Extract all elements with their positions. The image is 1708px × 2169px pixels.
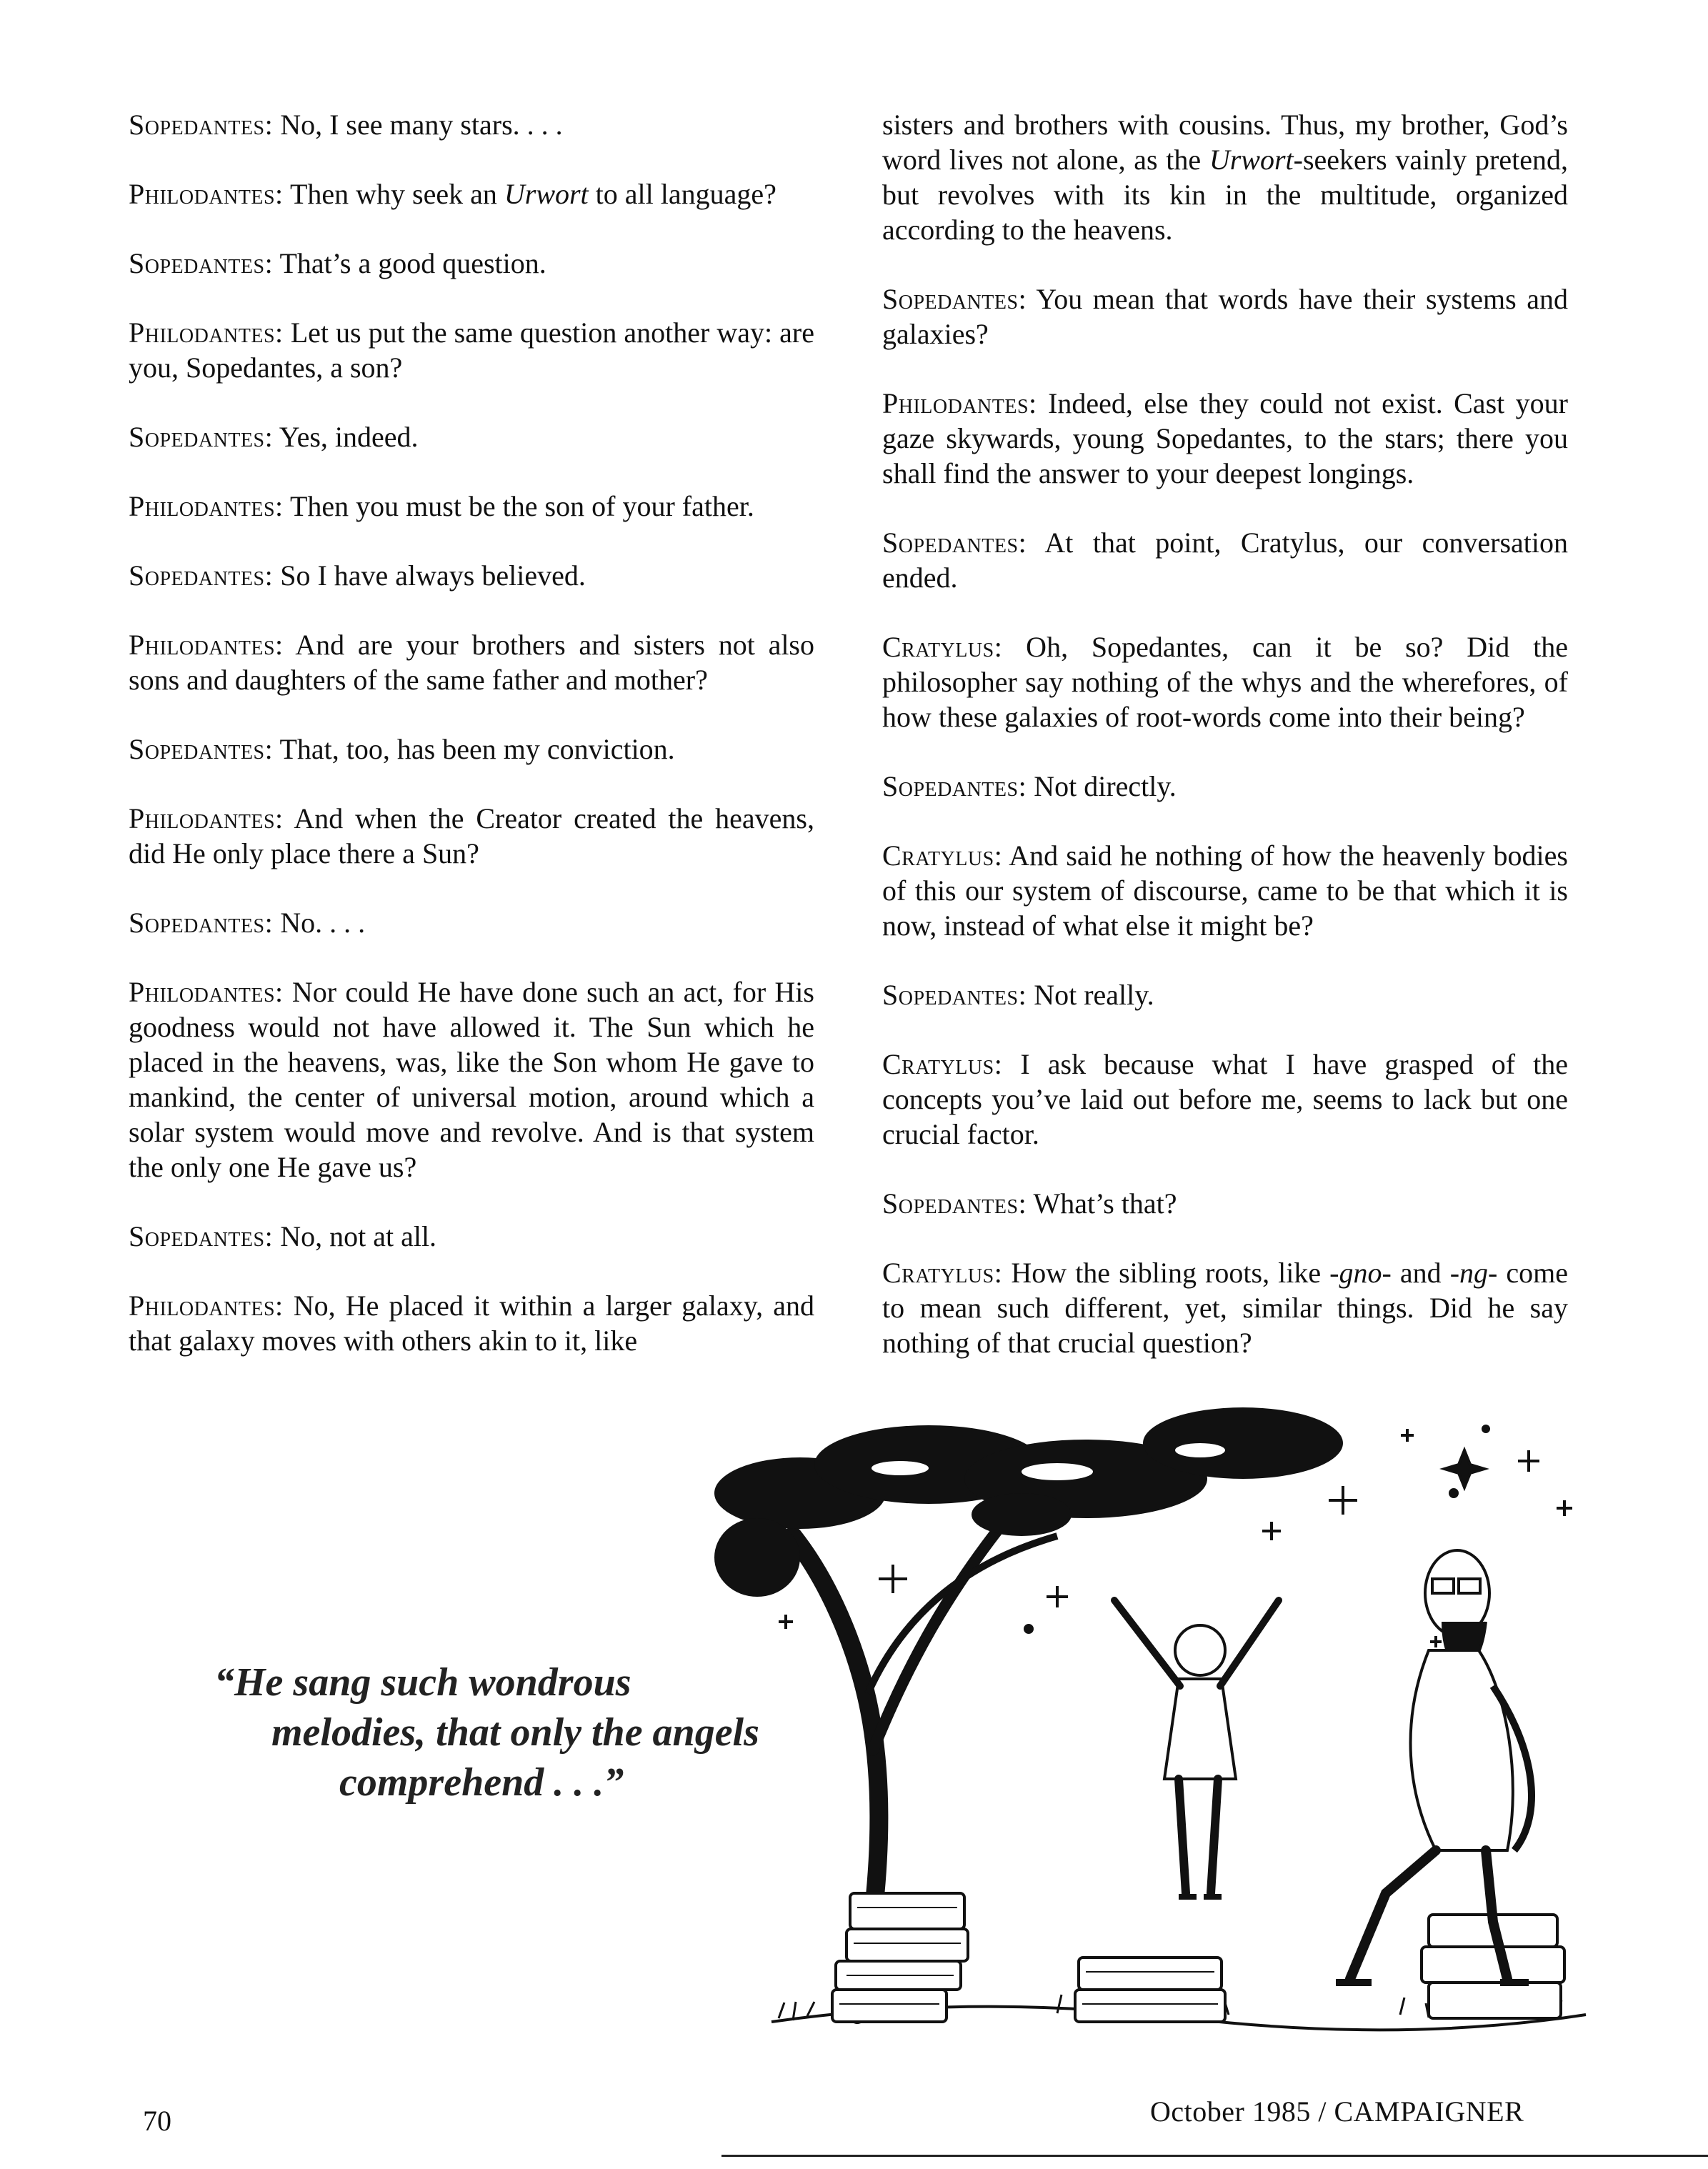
dialogue-paragraph <box>882 386 1568 491</box>
dialogue-paragraph <box>129 489 814 524</box>
dialogue-paragraph <box>129 905 814 940</box>
emphasized-term: Urwort <box>1209 144 1294 176</box>
speaker-name: Cratylus: <box>882 1257 1003 1289</box>
dialogue-paragraph <box>882 1047 1568 1152</box>
dialogue-text: And when the Creator created the heavens, did He only place there a Sun? <box>129 802 814 869</box>
speaker-name: Sopedantes: <box>129 1220 274 1252</box>
dialogue-text: At that point, Cratylus, our conversation ended. <box>882 527 1568 594</box>
speaker-name: Sopedantes: <box>882 527 1027 559</box>
dialogue-text: Not directly. <box>1027 770 1177 802</box>
dialogue-paragraph <box>882 1186 1568 1221</box>
dialogue-text: You mean that words have their systems and galaxies? <box>882 283 1568 350</box>
speaker-name: Philodantes: <box>129 802 284 834</box>
dialogue-text: Not really. <box>1027 979 1154 1011</box>
dialogue-paragraph <box>882 525 1568 595</box>
right-column <box>882 107 1568 1395</box>
dialogue-paragraph <box>129 558 814 593</box>
dialogue-paragraph <box>129 246 814 281</box>
speaker-name: Sopedantes: <box>882 770 1027 802</box>
speaker-name: Sopedantes: <box>129 247 274 279</box>
dialogue-paragraph <box>882 1255 1568 1360</box>
dialogue-paragraph <box>882 769 1568 804</box>
speaker-name: Cratylus: <box>882 631 1003 663</box>
dialogue-text: -seekers vainly pretend, but revolves with its kin in the multitude, organized according to the heavens. <box>882 144 1568 246</box>
speaker-name: Philodantes: <box>129 316 284 349</box>
dialogue-text: That, too, has been my conviction. <box>273 733 675 765</box>
dialogue-text: come to mean such different, yet, similar things. Did he say nothing of that crucial question? <box>882 1257 1569 1359</box>
dialogue-text: Then you must be the son of your father. <box>283 490 754 522</box>
pull-quote-line-2: melodies, that only the angels <box>271 1710 759 1755</box>
speaker-name: Sopedantes: <box>882 1187 1027 1220</box>
issue-footer: October 1985 / CAMPAIGNER <box>1150 2095 1524 2128</box>
boy-figure <box>1114 1600 1279 1897</box>
speaker-name: Philodantes: <box>129 629 284 661</box>
dialogue-paragraph <box>882 629 1568 734</box>
speaker-name: Sopedantes: <box>129 907 274 939</box>
emphasized-term: -ng- <box>1449 1257 1498 1289</box>
dialogue-text: And said he nothing of how the heavenly bodies of this our system of discourse, came to be that which it is now, instead of what else it might be? <box>882 839 1568 942</box>
dialogue-text: Yes, indeed. <box>273 421 419 453</box>
pull-quote-line-3: comprehend . . .” <box>339 1760 624 1805</box>
dialogue-text: So I have always believed. <box>273 559 586 592</box>
dialogue-paragraph <box>882 281 1568 351</box>
speaker-name: Philodantes: <box>129 178 284 210</box>
speaker-name: Cratylus: <box>882 1048 1003 1080</box>
speaker-name: Sopedantes: <box>882 979 1027 1011</box>
dialogue-text: Let us put the same question another way: are you, Sopedantes, a son? <box>129 316 814 384</box>
dialogue-text: What’s that? <box>1027 1187 1177 1220</box>
dialogue-paragraph <box>129 801 814 871</box>
dialogue-paragraph <box>882 107 1568 247</box>
dialogue-text: No. . . . <box>273 907 366 939</box>
dialogue-text: and <box>1391 1257 1450 1289</box>
dialogue-text: And are your brothers and sisters not also sons and daughters of the same father and mother? <box>129 629 814 696</box>
speaker-name: Philodantes: <box>129 490 284 522</box>
dialogue-text: No, He placed it within a larger galaxy, and that galaxy moves with others akin to it, like <box>129 1290 814 1357</box>
speaker-name: Cratylus: <box>882 839 1003 872</box>
dialogue-paragraph <box>129 627 814 697</box>
dialogue-text: How the sibling roots, like <box>1002 1257 1330 1289</box>
footer-rule <box>721 2155 1708 2157</box>
dialogue-text: Indeed, else they could not exist. Cast your gaze skywards, young Sopedantes, to the stars; there you shall find the answer to your deepest longings. <box>882 387 1568 489</box>
dialogue-paragraph <box>882 838 1568 943</box>
stack-of-books-center <box>1075 1958 1225 2022</box>
left-column <box>129 107 814 1392</box>
tree-philosopher-boy-stars-illustration <box>686 1350 1614 2065</box>
dialogue-paragraph <box>129 315 814 385</box>
dialogue-text: to all language? <box>588 178 776 210</box>
speaker-name: Philodantes: <box>129 1290 284 1322</box>
dialogue-paragraph <box>129 176 814 211</box>
dialogue-text: That’s a good question. <box>273 247 546 279</box>
dialogue-paragraph <box>129 1219 814 1254</box>
page-number: 70 <box>143 2105 171 2137</box>
speaker-name: Sopedantes: <box>129 109 274 141</box>
dialogue-paragraph <box>129 419 814 454</box>
speaker-name: Sopedantes: <box>129 733 274 765</box>
dialogue-text: I ask because what I have grasped of the concepts you’ve laid out before me, seems to lack but one crucial factor. <box>882 1048 1568 1150</box>
speaker-name: Sopedantes: <box>882 283 1027 315</box>
dialogue-paragraph <box>129 1288 814 1358</box>
dialogue-text: Oh, Sopedantes, can it be so? Did the philosopher say nothing of the whys and the wherefores, of how these galaxies of root-words come into their being? <box>882 631 1568 733</box>
dialogue-text: No, not at all. <box>273 1220 437 1252</box>
dialogue-text: sisters and brothers with cousins. Thus, my brother, God’s word lives not alone, as the <box>882 109 1568 176</box>
dialogue-text: Nor could He have done such an act, for His goodness would not have allowed it. The Sun which he placed in the heavens, was, like the Son whom He gave to mankind, the center of universal motion, around which a solar system would move and revolve. And is that system the only one He gave us? <box>129 976 814 1183</box>
speaker-name: Sopedantes: <box>129 559 274 592</box>
dialogue-text: No, I see many stars. . . . <box>273 109 563 141</box>
pull-quote-line-1: “He sang such wondrous <box>214 1660 631 1705</box>
emphasized-term: -gno- <box>1329 1257 1392 1289</box>
dialogue-text: Then why seek an <box>283 178 504 210</box>
dialogue-paragraph <box>129 732 814 767</box>
speaker-name: Philodantes: <box>882 387 1037 419</box>
dialogue-paragraph <box>882 977 1568 1012</box>
speaker-name: Philodantes: <box>129 976 284 1008</box>
emphasized-term: Urwort <box>504 178 589 210</box>
dialogue-paragraph <box>129 974 814 1185</box>
dialogue-paragraph <box>129 107 814 142</box>
stack-of-books-left <box>832 1893 968 2022</box>
speaker-name: Sopedantes: <box>129 421 274 453</box>
